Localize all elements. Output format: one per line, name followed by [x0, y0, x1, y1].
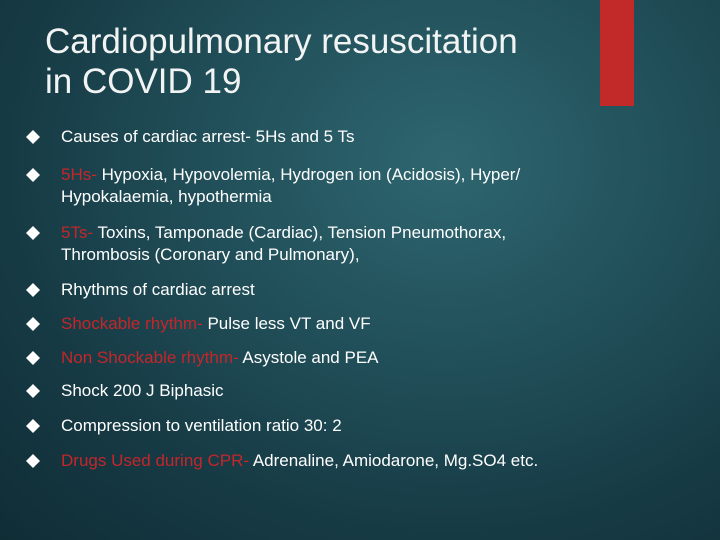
bullet-drugs — [26, 450, 696, 472]
bullet-content — [61, 450, 696, 472]
bullet-text: Rhythms of cardiac arrest — [61, 280, 255, 299]
bullet-text: Hypoxia, Hypovolemia, Hydrogen ion (Acidosis), Hyper/ — [101, 165, 521, 184]
bullet-label: 5Hs- — [61, 165, 102, 184]
diamond-bullet-icon — [26, 168, 40, 182]
bullet-content — [61, 347, 696, 369]
diamond-bullet-icon — [26, 351, 40, 365]
bullet-5ts — [26, 222, 696, 266]
diamond-bullet-icon — [26, 130, 40, 144]
diamond-bullet-icon — [26, 317, 40, 331]
diamond-bullet-icon — [26, 226, 40, 240]
bullet-content — [61, 222, 696, 266]
diamond-bullet-icon — [26, 384, 40, 398]
bullet-label: Non Shockable rhythm- — [61, 348, 243, 367]
bullet-shockable — [26, 313, 696, 335]
bullet-text-continued: Thrombosis (Coronary and Pulmonary), — [61, 245, 360, 264]
bullet-text: Compression to ventilation ratio 30: 2 — [61, 416, 342, 435]
bullet-label: 5Ts- — [61, 223, 98, 242]
diamond-bullet-icon — [26, 454, 40, 468]
bullet-content — [61, 313, 696, 335]
diamond-bullet-icon — [26, 283, 40, 297]
slide-title — [45, 22, 605, 102]
bullet-text: Asystole and PEA — [242, 348, 379, 367]
bullet-causes — [26, 126, 696, 148]
bullet-text: Causes of cardiac arrest- 5Hs and 5 Ts — [61, 127, 355, 146]
bullet-text: Pulse less VT and VF — [207, 314, 371, 333]
bullet-text: Adrenaline, Amiodarone, Mg.SO4 etc. — [252, 451, 539, 470]
bullet-non-shockable — [26, 347, 696, 369]
bullet-label: Drugs Used during CPR- — [61, 451, 253, 470]
bullet-5hs — [26, 164, 696, 208]
bullet-text: Toxins, Tamponade (Cardiac), Tension Pneumothorax, — [97, 223, 507, 242]
bullet-text: Shock 200 J Biphasic — [61, 381, 224, 400]
diamond-bullet-icon — [26, 419, 40, 433]
slide-title-line-1: Cardiopulmonary resuscitation — [45, 22, 518, 61]
bullet-shock-energy — [26, 380, 696, 402]
slide-title-line-2: in COVID 19 — [45, 62, 242, 101]
bullet-content — [61, 164, 696, 208]
title-accent-bar — [600, 0, 634, 106]
bullet-compression-ratio — [26, 415, 696, 437]
bullet-label: Shockable rhythm- — [61, 314, 208, 333]
bullet-rhythms — [26, 279, 696, 301]
bullet-text-continued: Hypokalaemia, hypothermia — [61, 187, 272, 206]
